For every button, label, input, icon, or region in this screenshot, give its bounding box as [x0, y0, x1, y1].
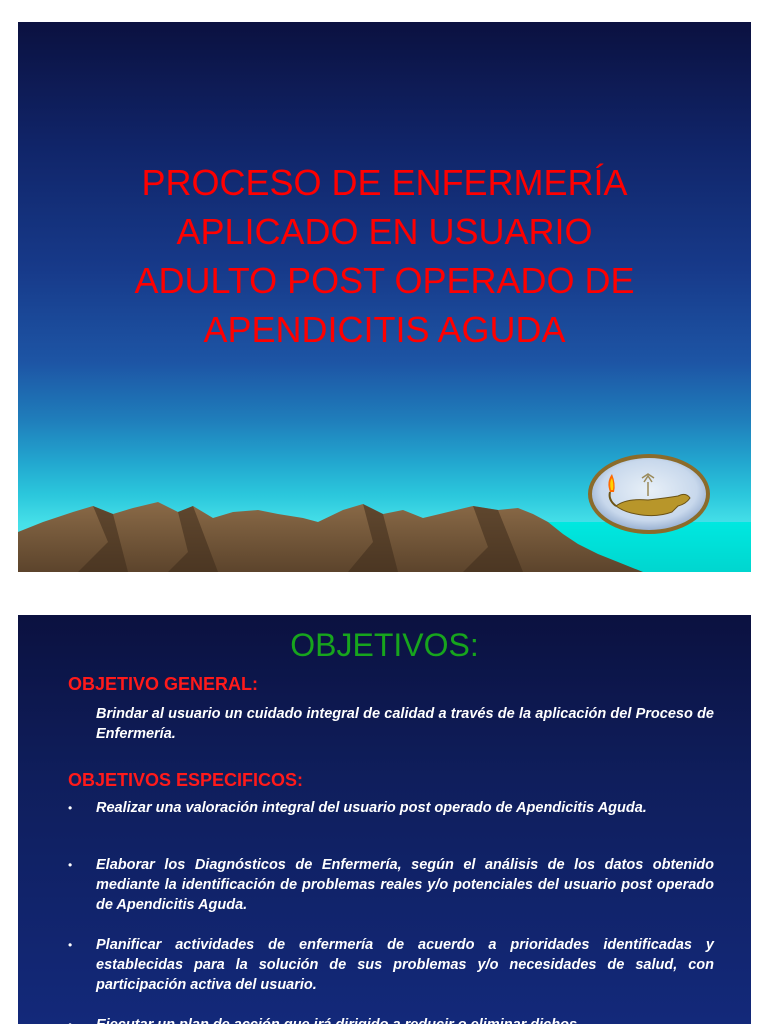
general-objective-text: Brindar al usuario un cuidado integral de calidad a través de la aplicación del Proceso de Enfermería.	[96, 706, 714, 742]
bullet-icon: •	[68, 1018, 73, 1032]
specific-objective-item: Elaborar los Diagnósticos de Enfermería, según el análisis de los datos obtenido mediante la identificación de problemas reales y/o potenciales del usuario post operado de Apendicitis Aguda.	[96, 857, 714, 913]
objectives-title: OBJETIVOS:	[290, 627, 479, 663]
specific-objectives-heading: OBJETIVOS ESPECIFICOS:	[68, 770, 304, 790]
nursing-lamp-emblem-icon	[586, 452, 712, 536]
presentation-title: PROCESO DE ENFERMERÍA APLICADO EN USUARIO ADULTO POST OPERADO DE APENDICITIS AGUDA	[134, 162, 635, 350]
specific-objective-item: Realizar una valoración integral del usuario post operado de Apendicitis Aguda.	[96, 800, 647, 816]
bullet-icon: •	[68, 801, 73, 815]
title-slide	[18, 22, 751, 572]
objectives-slide	[18, 615, 751, 1033]
bullet-icon: •	[68, 858, 73, 872]
general-objective-heading: OBJETIVO GENERAL:	[68, 674, 259, 694]
bullet-icon: •	[68, 938, 73, 952]
specific-objective-item: Ejecutar un plan de acción que irá dirigido a reducir o eliminar dichos	[96, 1017, 578, 1033]
specific-objective-item: Planificar actividades de enfermería de acuerdo a prioridades identificadas y establecidas para la solución de sus problemas y/o necesidades de salud, con participación activa del usuario.	[96, 937, 714, 993]
